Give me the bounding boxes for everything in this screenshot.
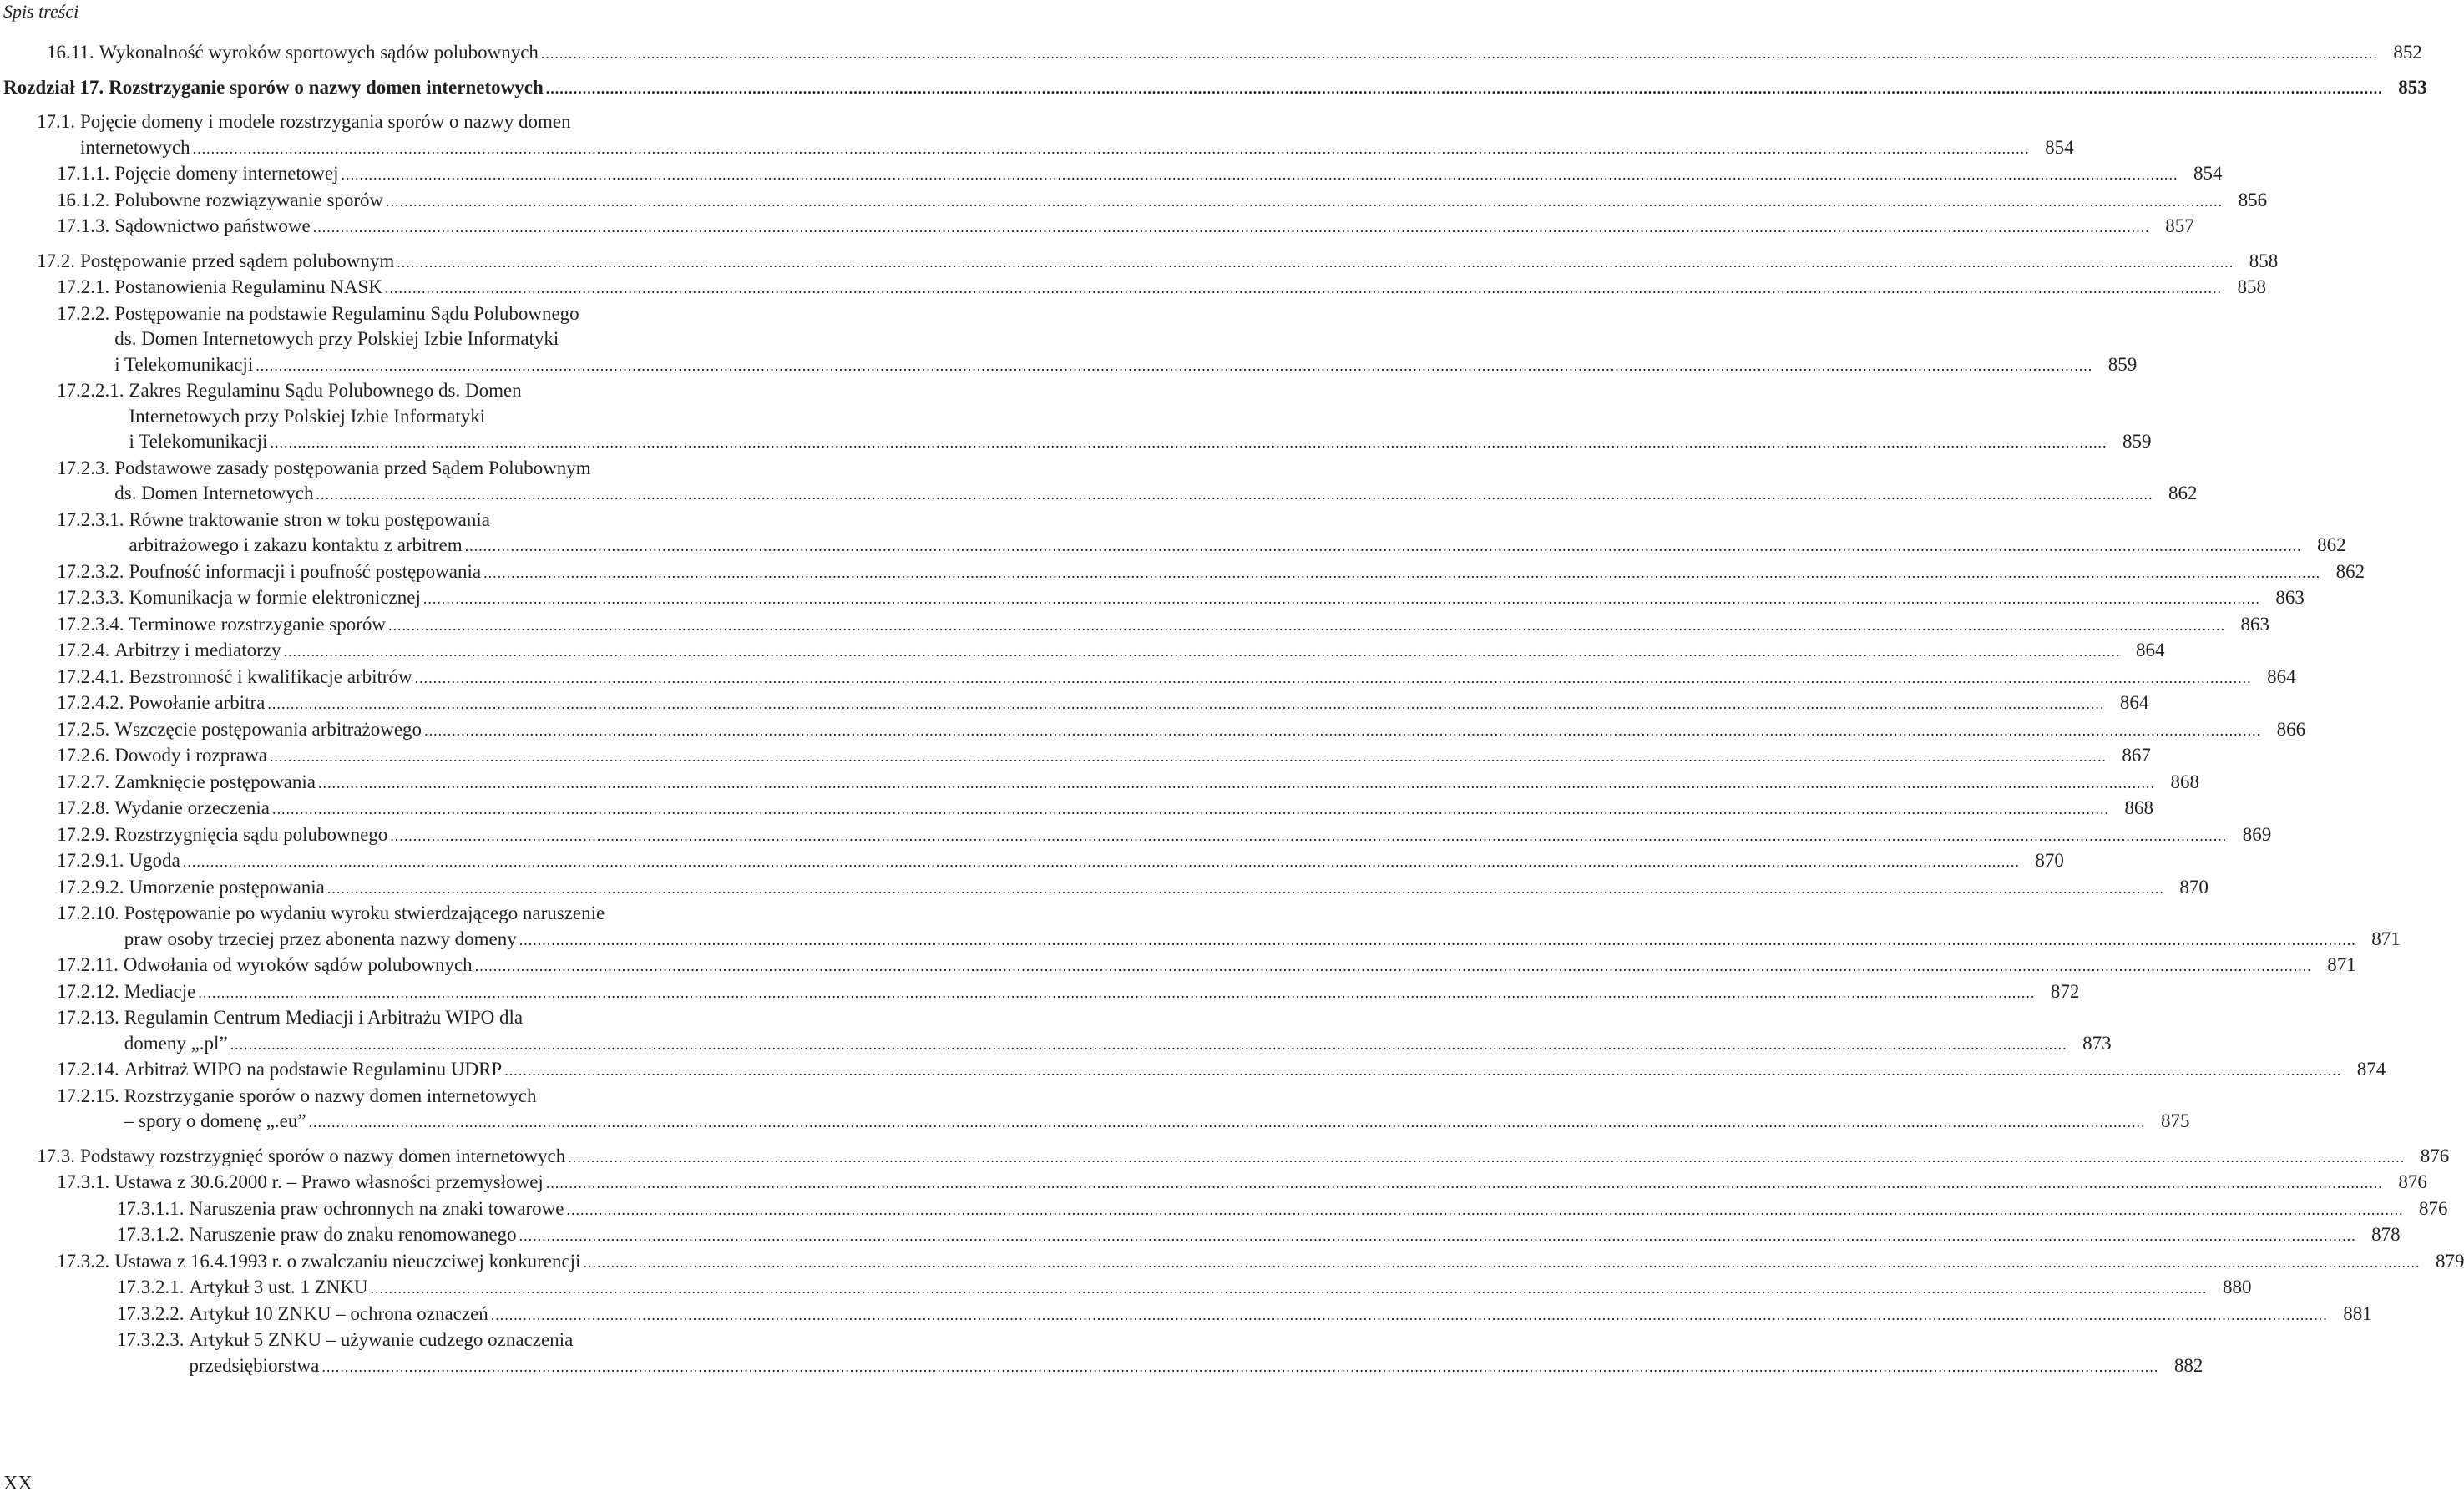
- toc-entry[interactable]: [0, 901, 2401, 953]
- toc-entry-number: 17.2.11.: [57, 954, 119, 975]
- toc-entry-number: 17.3.2.3.: [117, 1329, 185, 1350]
- toc-entry-page: 870: [2179, 876, 2208, 898]
- toc-entry[interactable]: [0, 770, 2200, 797]
- toc-entry-title: Postępowanie na podstawie Regulaminu Sądu Polubownego: [114, 302, 579, 324]
- toc-entry-number: 17.2.1.: [57, 276, 110, 297]
- toc-entry[interactable]: [0, 75, 2427, 102]
- toc-entry-title: Postępowanie przed sądem polubownym: [80, 250, 395, 271]
- dot-leader: ................................................................................................................................................................................................................................................................................................................................................................................................................: [414, 669, 2252, 686]
- toc-entry-title: Arbitraż WIPO na podstawie Regulaminu UDRP: [124, 1059, 503, 1080]
- toc-entry-title: Naruszenie praw do znaku renomowanego: [189, 1224, 517, 1245]
- toc-entry[interactable]: [0, 848, 2064, 875]
- toc-entry-title: Bezstronność i kwalifikacje arbitrów: [129, 665, 412, 687]
- toc-entry-title: Podstawowe zasady postępowania przed Sądem Polubownym: [114, 457, 591, 478]
- toc-entry-page: 862: [2317, 534, 2346, 555]
- dot-leader: ................................................................................................................................................................................................................................................................................................................................................................................................................: [474, 958, 2312, 974]
- dot-leader: ................................................................................................................................................................................................................................................................................................................................................................................................................: [321, 1358, 2159, 1375]
- toc-entry-title: Poufność informacji i poufność postępowania: [129, 560, 482, 582]
- toc-entry-title: Terminowe rozstrzyganie sporów: [129, 613, 387, 635]
- toc-entry-page: 871: [2327, 954, 2356, 975]
- dot-leader: ................................................................................................................................................................................................................................................................................................................................................................................................................: [256, 357, 2093, 374]
- toc-entry-number: 17.3.: [37, 1145, 75, 1166]
- toc-entry[interactable]: [0, 743, 2151, 770]
- toc-entry-page: 859: [2122, 431, 2152, 452]
- toc-entry-number: 17.2.14.: [57, 1059, 119, 1080]
- toc-entry-page: 863: [2240, 613, 2270, 635]
- toc-entry-number: 17.2.5.: [57, 718, 110, 740]
- toc-entry[interactable]: [0, 508, 2346, 559]
- toc-entry-page: 864: [2267, 665, 2296, 687]
- dot-leader: ................................................................................................................................................................................................................................................................................................................................................................................................................: [519, 1227, 2356, 1244]
- toc-entry[interactable]: [0, 1196, 2448, 1223]
- dot-leader: ................................................................................................................................................................................................................................................................................................................................................................................................................: [267, 695, 2105, 712]
- dot-leader: ................................................................................................................................................................................................................................................................................................................................................................................................................: [540, 45, 2378, 62]
- page-number: XX: [3, 1473, 33, 1494]
- toc-entry-page: 876: [2418, 1197, 2448, 1219]
- toc-entry[interactable]: [0, 1005, 2112, 1057]
- toc-entry[interactable]: [0, 979, 2080, 1006]
- toc-entry-page: 853: [2398, 76, 2427, 98]
- dot-leader: ................................................................................................................................................................................................................................................................................................................................................................................................................: [568, 1148, 2406, 1166]
- toc-entry-title: – spory o domenę „.eu”: [124, 1110, 306, 1131]
- dot-leader: ................................................................................................................................................................................................................................................................................................................................................................................................................: [269, 748, 2107, 765]
- toc-entry[interactable]: [0, 40, 2422, 67]
- toc-entry[interactable]: [0, 612, 2270, 639]
- toc-entry-title: Artykuł 10 ZNKU – ochrona oznaczeń: [189, 1302, 488, 1324]
- toc-entry-number: 16.11.: [47, 42, 94, 63]
- toc-entry[interactable]: [0, 456, 2198, 508]
- toc-entry-title: Podstawy rozstrzygnięć sporów o nazwy domen internetowych: [80, 1145, 566, 1166]
- toc-entry-number: 17.2.2.: [57, 302, 110, 324]
- dot-leader: ................................................................................................................................................................................................................................................................................................................................................................................................................: [326, 879, 2164, 897]
- toc-entry-page: 863: [2275, 587, 2305, 608]
- toc-entry-title: ds. Domen Internetowych przy Polskiej Izbie Informatyki: [114, 328, 559, 349]
- toc-entry-number: 17.2.10.: [57, 903, 119, 923]
- toc-entry-page: 872: [2050, 980, 2080, 1002]
- toc-entry-page: 879: [2435, 1250, 2464, 1272]
- toc-entry-page: 866: [2276, 718, 2306, 740]
- toc-entry-title: Rozstrzyganie sporów o nazwy domen internetowych: [109, 76, 544, 98]
- toc-entry-page: 878: [2371, 1224, 2401, 1245]
- toc-entry-title: i Telekomunikacji: [114, 353, 254, 375]
- dot-leader: ................................................................................................................................................................................................................................................................................................................................................................................................................: [545, 79, 2383, 97]
- toc-entry-title: Wszczęcie postępowania arbitrażowego: [114, 718, 422, 740]
- toc-entry-page: 868: [2170, 771, 2200, 792]
- toc-entry-title: Naruszenia praw ochronnych na znaki towarowe: [189, 1197, 564, 1219]
- toc-entry[interactable]: [0, 378, 2152, 456]
- dot-leader: ................................................................................................................................................................................................................................................................................................................................................................................................................: [390, 827, 2228, 844]
- toc-entry-title: Postanowienia Regulaminu NASK: [114, 276, 382, 297]
- toc-entry-title: Ustawa z 30.6.2000 r. – Prawo własności przemysłowej: [114, 1171, 544, 1192]
- toc-entry[interactable]: [0, 717, 2306, 744]
- toc-entry-title: Postępowanie po wydaniu wyroku stwierdzającego naruszenie: [124, 903, 605, 923]
- toc-entry[interactable]: [0, 953, 2356, 979]
- toc-entry-number: 17.2.: [37, 250, 75, 271]
- toc-entry-number: 17.2.3.3.: [57, 587, 124, 608]
- dot-leader: ................................................................................................................................................................................................................................................................................................................................................................................................................: [483, 564, 2321, 581]
- toc-entry-title: arbitrażowego i zakazu kontaktu z arbitrem: [129, 534, 463, 555]
- dot-leader: ................................................................................................................................................................................................................................................................................................................................................................................................................: [545, 1175, 2383, 1191]
- toc-entry-number: Rozdział 17.: [3, 76, 104, 98]
- toc-entry-page: 856: [2238, 189, 2268, 210]
- table-of-contents: [0, 40, 2464, 1379]
- toc-entry-page: 862: [2335, 560, 2365, 582]
- dot-leader: ................................................................................................................................................................................................................................................................................................................................................................................................................: [318, 774, 2156, 791]
- toc-entry-title: Ugoda: [129, 850, 180, 871]
- toc-entry-number: 17.2.8.: [57, 797, 110, 818]
- toc-entry-number: 17.2.3.1.: [57, 508, 124, 530]
- toc-entry-title: Zakres Regulaminu Sądu Polubownego ds. Domen: [129, 380, 522, 401]
- toc-entry[interactable]: [0, 249, 2279, 276]
- toc-entry-page: 873: [2082, 1032, 2112, 1054]
- toc-entry-number: 17.2.3.: [57, 457, 110, 478]
- toc-entry-title: Pojęcie domeny internetowej: [114, 163, 339, 184]
- toc-entry-number: 17.2.3.4.: [57, 613, 124, 635]
- running-header: Spis treści: [3, 1, 79, 22]
- dot-leader: ................................................................................................................................................................................................................................................................................................................................................................................................................: [192, 139, 2030, 157]
- toc-entry-number: 17.2.2.1.: [57, 380, 124, 401]
- toc-entry-number: 17.2.13.: [57, 1007, 119, 1028]
- toc-entry-number: 17.2.3.2.: [57, 560, 124, 582]
- toc-entry-number: 17.3.2.: [57, 1250, 110, 1272]
- toc-entry-page: 864: [2136, 640, 2165, 660]
- toc-entry-page: 859: [2107, 353, 2138, 375]
- toc-entry-title: przedsiębiorstwa: [189, 1354, 320, 1376]
- dot-leader: ................................................................................................................................................................................................................................................................................................................................................................................................................: [182, 853, 2020, 870]
- toc-entry-page: 871: [2371, 928, 2401, 949]
- toc-entry-title: Internetowych przy Polskiej Izbie Informatyki: [129, 405, 486, 427]
- toc-entry[interactable]: [0, 1249, 2464, 1276]
- toc-entry-number: 17.2.4.: [57, 640, 110, 660]
- toc-entry[interactable]: [0, 638, 2165, 665]
- toc-entry-page: 854: [2045, 136, 2074, 158]
- toc-entry-number: 17.2.9.1.: [57, 850, 124, 871]
- toc-entry-title: Regulamin Centrum Mediacji i Arbitrażu WIPO dla: [124, 1007, 524, 1028]
- toc-entry-page: 874: [2356, 1059, 2386, 1080]
- toc-entry-page: 858: [2249, 250, 2279, 271]
- toc-entry[interactable]: [0, 559, 2365, 586]
- dot-leader: ................................................................................................................................................................................................................................................................................................................................................................................................................: [316, 486, 2153, 503]
- toc-entry-number: 17.2.7.: [57, 771, 110, 792]
- toc-entry-title: Pojęcie domeny i modele rozstrzygania sporów o nazwy domen: [80, 111, 571, 132]
- toc-entry-number: 17.2.4.2.: [57, 692, 124, 713]
- toc-entry-title: Komunikacja w formie elektronicznej: [129, 587, 421, 608]
- toc-entry-title: Mediacje: [124, 980, 196, 1002]
- dot-leader: ................................................................................................................................................................................................................................................................................................................................................................................................................: [283, 643, 2121, 660]
- toc-entry-title: Arbitrzy i mediatorzy: [114, 640, 281, 660]
- toc-entry-title: domeny „.pl”: [124, 1032, 228, 1054]
- toc-entry-page: 854: [2193, 163, 2223, 184]
- toc-entry-page: 857: [2165, 215, 2194, 236]
- toc-entry-page: 882: [2173, 1354, 2203, 1376]
- dot-leader: ................................................................................................................................................................................................................................................................................................................................................................................................................: [271, 801, 2109, 817]
- dot-leader: ................................................................................................................................................................................................................................................................................................................................................................................................................: [384, 280, 2222, 296]
- toc-entry-number: 17.1.: [37, 111, 75, 132]
- toc-entry-title: Zamknięcie postępowania: [114, 771, 316, 792]
- toc-entry-title: Powołanie arbitra: [129, 692, 266, 713]
- dot-leader: ................................................................................................................................................................................................................................................................................................................................................................................................................: [308, 1114, 2146, 1130]
- toc-entry[interactable]: [0, 1144, 2450, 1171]
- toc-entry-page: 858: [2237, 276, 2266, 297]
- toc-entry-number: 17.3.2.2.: [117, 1302, 185, 1324]
- toc-entry-page: 868: [2124, 797, 2153, 818]
- dot-leader: ................................................................................................................................................................................................................................................................................................................................................................................................................: [341, 166, 2178, 183]
- dot-leader: ................................................................................................................................................................................................................................................................................................................................................................................................................: [583, 1253, 2421, 1271]
- toc-entry[interactable]: [0, 690, 2149, 717]
- dot-leader: ................................................................................................................................................................................................................................................................................................................................................................................................................: [424, 721, 2262, 739]
- toc-entry[interactable]: [0, 875, 2208, 902]
- dot-leader: ................................................................................................................................................................................................................................................................................................................................................................................................................: [386, 192, 2224, 210]
- toc-entry-title: Rozstrzygnięcia sądu polubownego: [114, 823, 388, 845]
- dot-leader: ................................................................................................................................................................................................................................................................................................................................................................................................................: [464, 538, 2302, 554]
- dot-leader: ................................................................................................................................................................................................................................................................................................................................................................................................................: [270, 434, 2107, 451]
- toc-entry[interactable]: [0, 161, 2223, 188]
- toc-entry[interactable]: [0, 301, 2138, 379]
- dot-leader: ................................................................................................................................................................................................................................................................................................................................................................................................................: [198, 984, 2036, 1001]
- toc-entry[interactable]: [0, 275, 2266, 301]
- toc-entry-title: Równe traktowanie stron w toku postępowania: [129, 508, 490, 530]
- toc-entry-page: 862: [2168, 483, 2198, 503]
- toc-entry-page: 880: [2223, 1277, 2252, 1297]
- toc-entry[interactable]: [0, 1222, 2401, 1249]
- toc-entry-title: Dowody i rozprawa: [114, 745, 267, 766]
- dot-leader: ................................................................................................................................................................................................................................................................................................................................................................................................................: [370, 1280, 2208, 1297]
- toc-entry[interactable]: [0, 1328, 2203, 1379]
- toc-entry-number: 17.3.1.1.: [117, 1197, 185, 1219]
- toc-entry-number: 17.2.4.1.: [57, 665, 124, 687]
- toc-entry[interactable]: [0, 1057, 2386, 1084]
- toc-entry[interactable]: [0, 1170, 2427, 1196]
- toc-entry[interactable]: [0, 1302, 2372, 1328]
- toc-entry[interactable]: [0, 214, 2194, 240]
- toc-entry[interactable]: [0, 109, 2074, 161]
- toc-entry-page: 881: [2343, 1302, 2372, 1324]
- toc-entry-number: 17.3.1.: [57, 1171, 110, 1192]
- toc-entry[interactable]: [0, 1275, 2252, 1302]
- toc-entry-page: 875: [2161, 1110, 2190, 1131]
- dot-leader: ................................................................................................................................................................................................................................................................................................................................................................................................................: [422, 590, 2260, 607]
- dot-leader: ................................................................................................................................................................................................................................................................................................................................................................................................................: [566, 1201, 2404, 1218]
- toc-entry-title: Ustawa z 16.4.1993 r. o zwalczaniu nieuczciwej konkurencji: [114, 1250, 581, 1272]
- toc-entry-title: ds. Domen Internetowych: [114, 483, 314, 503]
- dot-leader: ................................................................................................................................................................................................................................................................................................................................................................................................................: [230, 1035, 2067, 1053]
- toc-entry-number: 16.1.2.: [57, 189, 110, 210]
- toc-entry[interactable]: [0, 796, 2153, 822]
- toc-entry-title: Umorzenie postępowania: [129, 876, 325, 898]
- toc-entry-title: Odwołania od wyroków sądów polubownych: [123, 954, 473, 975]
- toc-entry-number: 17.2.6.: [57, 745, 110, 766]
- toc-entry-number: 17.2.15.: [57, 1085, 119, 1106]
- toc-entry-title: Sądownictwo państwowe: [114, 215, 311, 236]
- toc-entry-page: 869: [2242, 823, 2272, 845]
- dot-leader: ................................................................................................................................................................................................................................................................................................................................................................................................................: [388, 616, 2226, 634]
- toc-entry[interactable]: [0, 585, 2305, 612]
- toc-entry-number: 17.3.2.1.: [117, 1277, 185, 1297]
- toc-entry[interactable]: [0, 1084, 2190, 1135]
- toc-entry-number: 17.1.3.: [57, 215, 110, 236]
- toc-entry-title: i Telekomunikacji: [129, 431, 268, 452]
- toc-entry-page: 876: [2398, 1171, 2427, 1192]
- toc-entry-title: Polubowne rozwiązywanie sporów: [114, 189, 384, 210]
- toc-entry-title: Rozstrzyganie sporów o nazwy domen internetowych: [124, 1085, 537, 1106]
- dot-leader: ................................................................................................................................................................................................................................................................................................................................................................................................................: [312, 219, 2150, 235]
- toc-entry-page: 876: [2420, 1145, 2450, 1166]
- toc-entry-title: Artykuł 3 ust. 1 ZNKU: [189, 1277, 368, 1297]
- toc-entry-number: 17.1.1.: [57, 163, 110, 184]
- toc-entry-number: 17.2.12.: [57, 980, 119, 1002]
- toc-entry-page: 870: [2035, 850, 2064, 871]
- dot-leader: ................................................................................................................................................................................................................................................................................................................................................................................................................: [504, 1062, 2342, 1079]
- toc-entry-title: internetowych: [80, 136, 190, 158]
- toc-entry-title: Wydanie orzeczenia: [114, 797, 270, 818]
- toc-entry-page: 867: [2122, 745, 2151, 766]
- toc-entry-title: Artykuł 5 ZNKU – używanie cudzego oznaczenia: [189, 1329, 574, 1350]
- dot-leader: ................................................................................................................................................................................................................................................................................................................................................................................................................: [490, 1306, 2328, 1323]
- toc-entry-number: 17.2.9.2.: [57, 876, 124, 898]
- dot-leader: ................................................................................................................................................................................................................................................................................................................................................................................................................: [397, 253, 2234, 271]
- toc-entry[interactable]: [0, 665, 2296, 691]
- toc-entry-page: 864: [2119, 692, 2149, 713]
- toc-entry[interactable]: [0, 822, 2272, 849]
- toc-entry-number: 17.2.9.: [57, 823, 110, 845]
- toc-entry-title: Wykonalność wyroków sportowych sądów polubownych: [99, 42, 539, 63]
- toc-entry[interactable]: [0, 188, 2268, 215]
- toc-entry-title: praw osoby trzeciej przez abonenta nazwy domeny: [124, 928, 517, 949]
- toc-entry-number: 17.3.1.2.: [117, 1224, 185, 1245]
- toc-entry-page: 852: [2393, 42, 2422, 63]
- dot-leader: ................................................................................................................................................................................................................................................................................................................................................................................................................: [519, 931, 2356, 948]
